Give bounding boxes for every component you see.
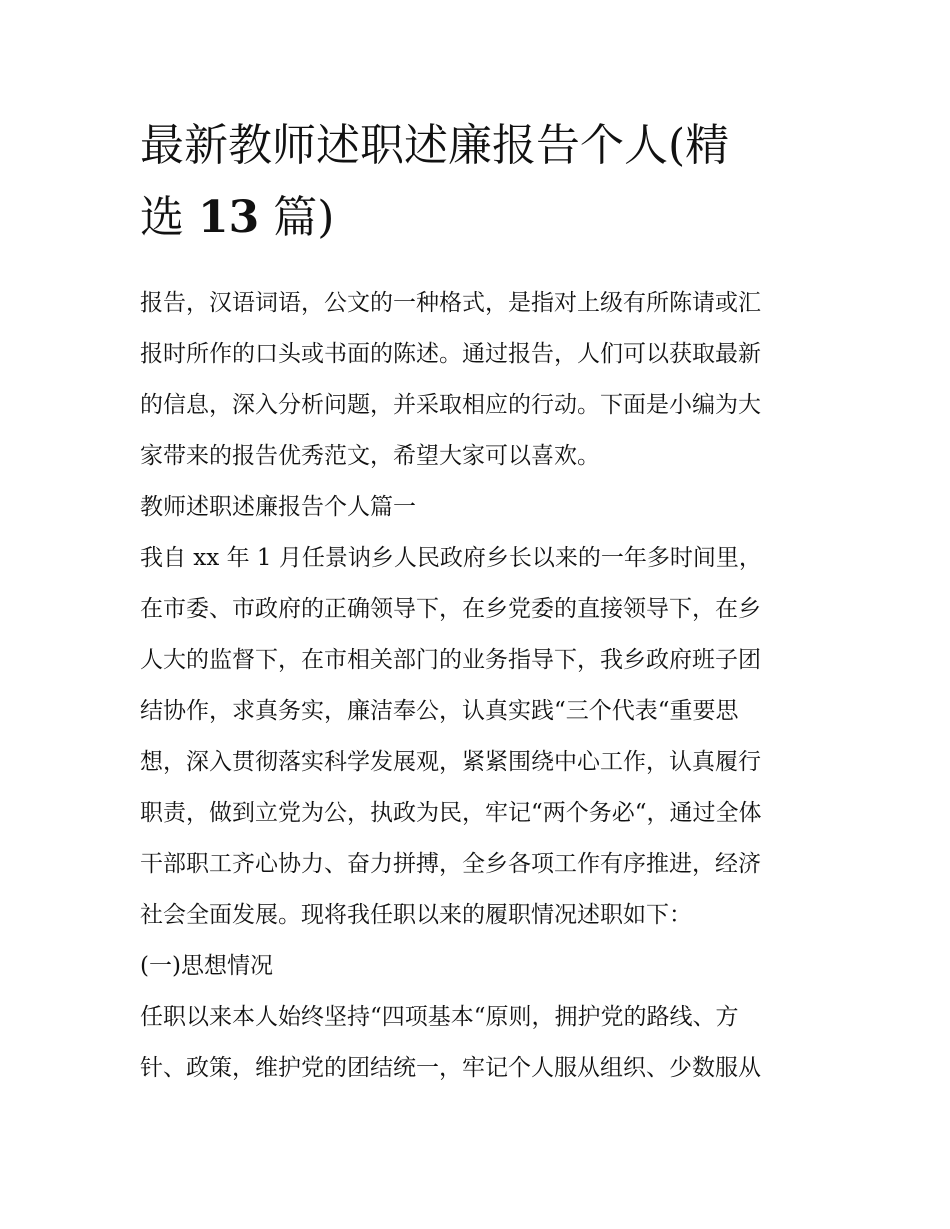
section-heading: 教师述职述廉报告个人篇一 xyxy=(140,494,416,520)
body-line: 结协作，求真务实，廉洁奉公，认真实践“三个代表“重要思 xyxy=(140,698,739,724)
body-line: 针、政策，维护党的团结统一，牢记个人服从组织、少数服从 xyxy=(140,1055,761,1081)
body-line: 任职以来本人始终坚持“四项基本“原则，拥护党的路线、方 xyxy=(140,1004,739,1030)
body-line: 的信息，深入分析问题，并采取相应的行动。下面是小编为大 xyxy=(140,392,761,418)
body-line: 我自 xx 年 1 月任景讷乡人民政府乡长以来的一年多时间里， xyxy=(140,545,762,571)
body-line: 报时所作的口头或书面的陈述。通过报告，人们可以获取最新 xyxy=(140,341,761,367)
body-line: 干部职工齐心协力、奋力拼搏，全乡各项工作有序推进，经济 xyxy=(140,851,761,877)
subsection-heading: (一)思想情况 xyxy=(140,953,273,979)
body-line: 在市委、市政府的正确领导下，在乡党委的直接领导下，在乡 xyxy=(140,596,761,622)
document-body xyxy=(140,278,830,1094)
title-line-2-suffix: 篇) xyxy=(259,192,335,243)
body-line: 职责，做到立党为公，执政为民，牢记“两个务必“，通过全体 xyxy=(140,800,762,826)
title-line-1: 最新教师述职述廉报告个人(精 xyxy=(140,120,730,171)
body-line: 社会全面发展。现将我任职以来的履职情况述职如下： xyxy=(140,902,692,928)
title-line-2-prefix: 选 xyxy=(140,192,198,243)
body-line: 家带来的报告优秀范文，希望大家可以喜欢。 xyxy=(140,443,600,469)
body-line: 报告，汉语词语，公文的一种格式，是指对上级有所陈请或汇 xyxy=(140,290,761,316)
document-title xyxy=(140,110,830,254)
title-number: 13 xyxy=(198,192,260,243)
body-line: 想，深入贯彻落实科学发展观，紧紧围绕中心工作，认真履行 xyxy=(140,749,761,775)
body-line: 人大的监督下，在市相关部门的业务指导下，我乡政府班子团 xyxy=(140,647,761,673)
